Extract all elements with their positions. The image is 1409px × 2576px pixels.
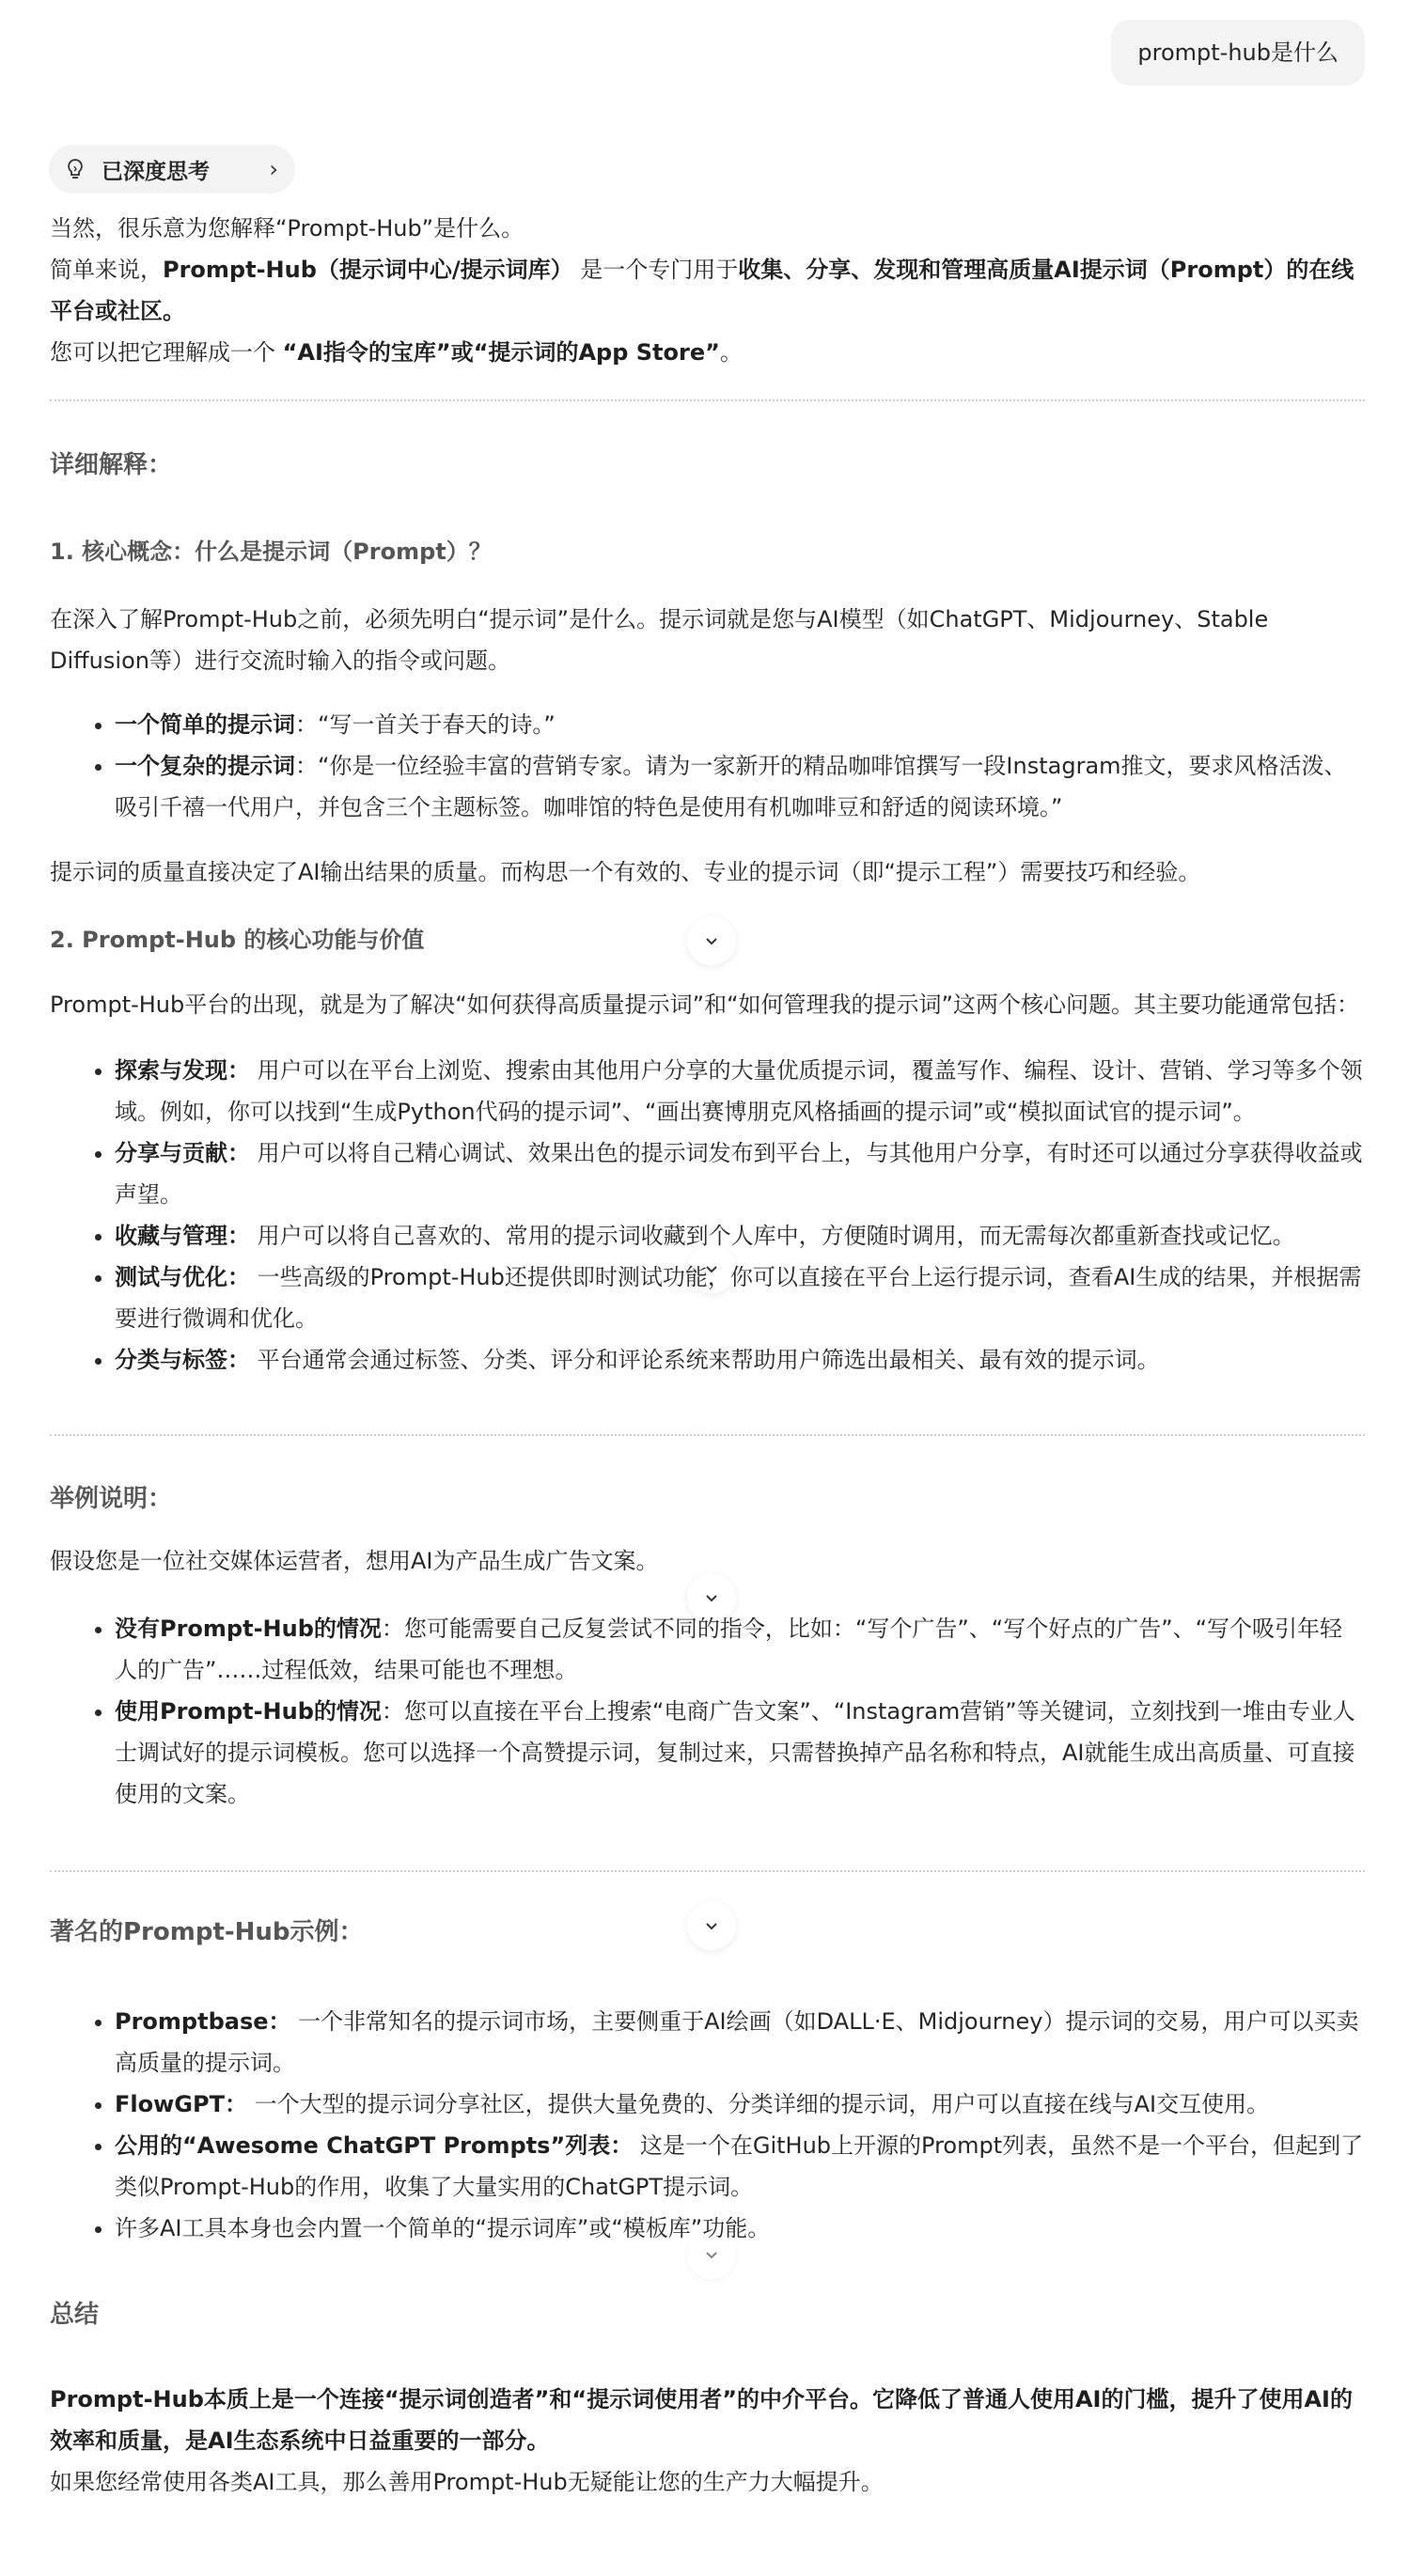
- item-label: 一个复杂的提示词: [115, 753, 295, 779]
- item-label: 没有Prompt-Hub的情况: [115, 1616, 382, 1642]
- item-label: 使用Prompt-Hub的情况: [115, 1698, 382, 1725]
- list-item: [115, 1257, 1365, 1339]
- divider: [50, 1870, 1365, 1872]
- list-item: [115, 1339, 1365, 1381]
- text: 您可以把它理解成一个: [50, 339, 283, 366]
- list-item: [115, 704, 1365, 745]
- list-item: [115, 1691, 1365, 1815]
- bullet-list: [50, 1608, 1365, 1815]
- item-label: 收藏与管理：: [115, 1223, 250, 1249]
- bullet-list: [50, 704, 1365, 828]
- subsection-heading: 2. Prompt-Hub 的核心功能与价值: [50, 927, 425, 953]
- bullet-list: [50, 1050, 1365, 1381]
- item-text: ：“你是一位经验丰富的营销专家。请为一家新开的精品咖啡馆撰写一段Instagram推文，要求风格活泼、吸引千禧一代用户，并包含三个主题标签。咖啡馆的特色是使用有机咖啡豆和舒适的阅读环境。”: [115, 753, 1347, 820]
- divider: [50, 1434, 1365, 1436]
- bold-text: “AI指令的宝库”或“提示词的App Store”: [282, 339, 720, 366]
- bold-text: Prompt-Hub本质上是一个连接“提示词创造者”和“提示词使用者”的中介平台。它降低了普通人使用AI的门槛，提升了使用AI的效率和质量，是AI生态系统中日益重要的一部分。: [50, 2386, 1353, 2454]
- item-label: 探索与发现：: [115, 1057, 250, 1084]
- item-text: ：您可以直接在平台上搜索“电商广告文案”、“Instagram营销”等关键词，立刻找到一堆由专业人士调试好的提示词模板。您可以选择一个高赞提示词，复制过来，只需替换掉产品名称和特点，AI就能生成出高质量、可直接使用的文案。: [115, 1698, 1355, 1807]
- text: 简单来说，: [50, 257, 163, 283]
- text: 是一个专门用于: [572, 257, 739, 283]
- deep-thinking-toggle[interactable]: [49, 145, 295, 194]
- list-item: [115, 1215, 1365, 1257]
- paragraph: Prompt-Hub平台的出现，就是为了解决“如何获得高质量提示词”和“如何管理我的提示词”这两个核心问题。其主要功能通常包括：: [50, 991, 1359, 1018]
- list-item: [115, 1132, 1365, 1215]
- intro-line: 当然，很乐意为您解释“Prompt-Hub”是什么。: [50, 215, 524, 242]
- paragraph: 如果您经常使用各类AI工具，那么善用Prompt-Hub无疑能让您的生产力大幅提升。: [50, 2469, 884, 2495]
- paragraph: 假设您是一位社交媒体运营者，想用AI为产品生成广告文案。: [50, 1548, 659, 1574]
- list-item: [115, 2208, 1365, 2249]
- divider: [50, 399, 1365, 401]
- paragraph: 在深入了解Prompt-Hub之前，必须先明白“提示词”是什么。提示词就是您与AI模型（如ChatGPT、Midjourney、Stable Diffusion等）进行交流时输入的指令或问题。: [50, 606, 1269, 674]
- section-heading: 举例说明：: [50, 1485, 173, 1513]
- bold-text: 收集、分享、发现和管理高质量AI提示词（Prompt）的在线平台或社区。: [50, 257, 1354, 324]
- section-heading: 著名的Prompt-Hub示例：: [50, 1918, 364, 1946]
- list-item: [115, 2084, 1365, 2125]
- item-text: 一些高级的Prompt-Hub还提供即时测试功能，你可以直接在平台上运行提示词，查看AI生成的结果，并根据需要进行微调和优化。: [115, 1264, 1362, 1332]
- item-label: 公用的“Awesome ChatGPT Prompts”列表：: [115, 2132, 634, 2159]
- list-item: [115, 1608, 1365, 1691]
- item-text: 一个大型的提示词分享社区，提供大量免费的、分类详细的提示词，用户可以直接在线与AI交互使用。: [246, 2091, 1270, 2117]
- assistant-response: [50, 208, 1365, 2503]
- deep-thinking-label: 已深度思考: [102, 159, 210, 184]
- list-item: [115, 745, 1365, 828]
- intro-line: [50, 249, 1365, 332]
- item-text: 用户可以将自己精心调试、效果出色的提示词发布到平台上，与其他用户分享，有时还可以通过分享获得收益或声望。: [115, 1140, 1363, 1208]
- paragraph: 提示词的质量直接决定了AI输出结果的质量。而构思一个有效的、专业的提示词（即“提示工程”）需要技巧和经验。: [50, 859, 1201, 885]
- item-text: 用户可以将自己喜欢的、常用的提示词收藏到个人库中，方便随时调用，而无需每次都重新查找或记忆。: [250, 1223, 1295, 1249]
- item-text: ：您可能需要自己反复尝试不同的指令，比如：“写个广告”、“写个好点的广告”、“写个吸引年轻人的广告”……过程低效，结果可能也不理想。: [115, 1616, 1343, 1683]
- item-label: Promptbase：: [115, 2008, 291, 2035]
- list-item: [115, 2001, 1365, 2084]
- intro-line: [50, 332, 1365, 373]
- section-heading: 总结: [50, 2301, 100, 2329]
- text: 。: [719, 339, 743, 366]
- item-label: 分类与标签：: [115, 1347, 250, 1373]
- item-text: 用户可以在平台上浏览、搜索由其他用户分享的大量优质提示词，覆盖写作、编程、设计、营销、学习等多个领域。例如，你可以找到“生成Python代码的提示词”、“画出赛博朋克风格插画的提示词”或“模拟面试官的提示词”。: [115, 1057, 1363, 1125]
- item-text: 一个非常知名的提示词市场，主要侧重于AI绘画（如DALL·E、Midjourney）提示词的交易，用户可以买卖高质量的提示词。: [115, 2008, 1359, 2076]
- subsection-heading: 1. 核心概念：什么是提示词（Prompt）？: [50, 539, 492, 565]
- item-text: ：“写一首关于春天的诗。”: [295, 711, 556, 738]
- item-label: 一个简单的提示词: [115, 711, 295, 738]
- user-message-bubble: prompt-hub是什么: [1111, 20, 1365, 86]
- summary-bold: [50, 2379, 1365, 2461]
- chevron-right-icon: ›: [269, 156, 278, 182]
- bold-text: Prompt-Hub（提示词中心/提示词库）: [163, 257, 573, 283]
- bullet-list: [50, 2001, 1365, 2249]
- item-text: 平台通常会通过标签、分类、评分和评论系统来帮助用户筛选出最相关、最有效的提示词。: [250, 1347, 1160, 1373]
- lightbulb-icon: [66, 158, 85, 180]
- list-item: [115, 1050, 1365, 1132]
- item-label: FlowGPT：: [115, 2091, 247, 2117]
- item-text: 这是一个在GitHub上开源的Prompt列表，虽然不是一个平台，但起到了类似Prompt-Hub的作用，收集了大量实用的ChatGPT提示词。: [115, 2132, 1364, 2200]
- item-label: 测试与优化：: [115, 1264, 250, 1290]
- list-item: [115, 2125, 1365, 2208]
- section-heading: 详细解释：: [50, 451, 173, 479]
- item-text: 许多AI工具本身也会内置一个简单的“提示词库”或“模板库”功能。: [115, 2215, 771, 2241]
- item-label: 分享与贡献：: [115, 1140, 250, 1166]
